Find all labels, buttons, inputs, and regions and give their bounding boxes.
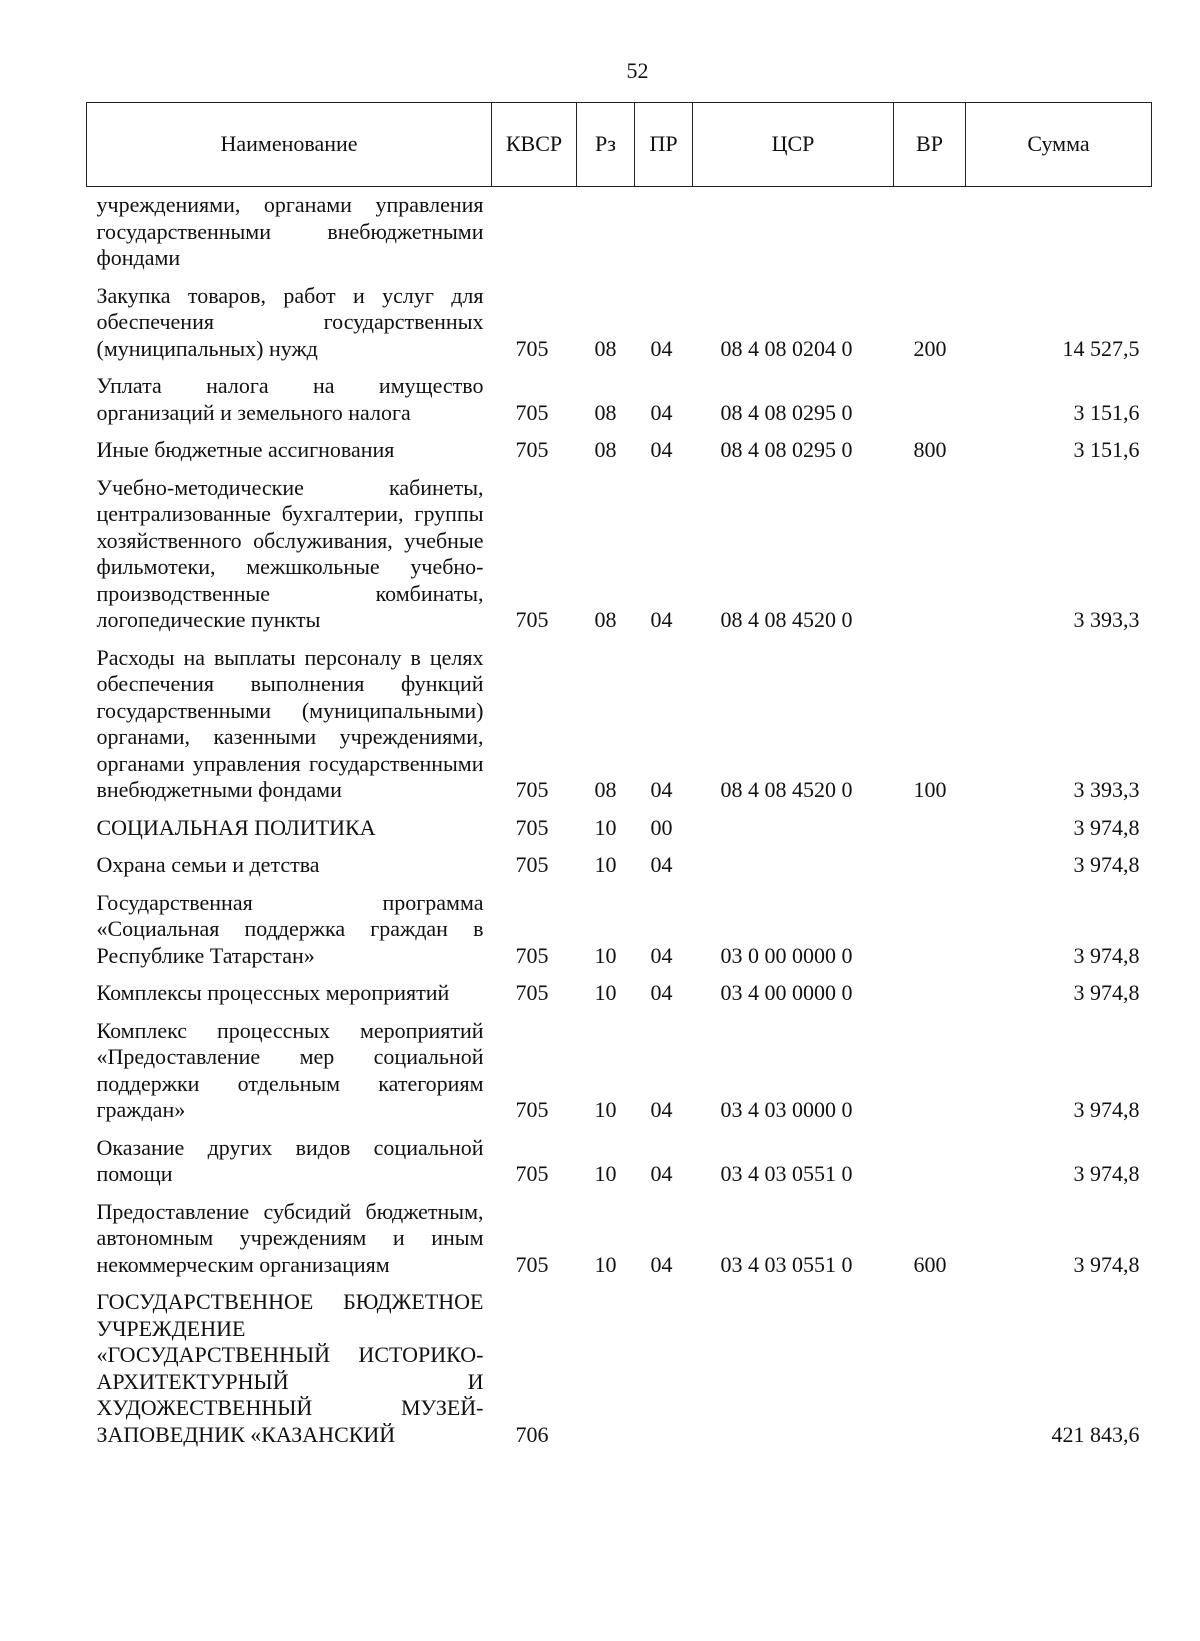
table-row — [87, 1284, 1152, 1454]
cell-pr: 04 — [650, 777, 673, 802]
cell-pr: 04 — [650, 1251, 673, 1277]
cell-vr — [894, 847, 966, 885]
cell-sum: 421 843,6 — [1051, 1421, 1140, 1447]
cell-name: ГОСУДАРСТВЕННОЕ БЮДЖЕТНОЕ УЧРЕЖДЕНИЕ «ГОСУДАРСТВЕННЫЙ ИСТОРИКО-АРХИТЕКТУРНЫЙ И ХУДОЖЕСТВЕННЫЙ МУЗЕЙ-ЗАПОВЕДНИК «КАЗАНСКИЙ — [96, 1289, 484, 1447]
cell-sum: 3 974,8 — [1073, 852, 1140, 877]
cell-csr — [693, 1284, 894, 1454]
cell-vr — [894, 187, 966, 278]
cell-rz: 08 — [594, 777, 617, 802]
table-header — [87, 103, 1152, 187]
cell-kvsr: 705 — [515, 335, 549, 361]
cell-csr: 08 4 08 0204 0 — [720, 335, 853, 361]
cell-rz: 08 — [594, 335, 617, 361]
cell-kvsr: 705 — [515, 777, 549, 802]
page-number: 52 — [626, 58, 649, 83]
cell-csr: 08 4 08 0295 0 — [720, 399, 853, 425]
header-pr: ПР — [635, 103, 693, 187]
cell-sum: 3 974,8 — [1073, 814, 1140, 840]
cell-rz: 10 — [594, 814, 617, 840]
cell-rz: 08 — [594, 437, 617, 462]
cell-name: Предоставление субсидий бюджетным, автономным учреждениям и иным некоммерческим организациям — [96, 1198, 484, 1277]
cell-kvsr: 705 — [515, 1097, 549, 1122]
cell-sum: 3 974,8 — [1073, 1161, 1140, 1186]
table-row — [87, 847, 1152, 885]
cell-sum: 3 151,6 — [1073, 437, 1140, 462]
cell-rz: 10 — [594, 852, 617, 877]
cell-sum: 3 974,8 — [1073, 1251, 1140, 1277]
cell-pr: 04 — [650, 980, 673, 1005]
cell-sum: 3 974,8 — [1073, 980, 1140, 1005]
cell-csr — [693, 847, 894, 885]
cell-vr — [894, 1284, 966, 1454]
budget-table — [86, 102, 1152, 1454]
cell-kvsr: 705 — [515, 852, 549, 877]
cell-vr — [894, 885, 966, 976]
cell-csr: 08 4 08 4520 0 — [720, 777, 853, 802]
cell-csr: 03 4 03 0000 0 — [720, 1097, 853, 1122]
table-row — [87, 885, 1152, 976]
cell-csr: 08 4 08 0295 0 — [720, 437, 853, 462]
cell-sum: 3 974,8 — [1073, 942, 1140, 968]
cell-rz: 10 — [594, 1161, 617, 1186]
cell-pr: 04 — [650, 607, 673, 632]
table-row — [87, 187, 1152, 278]
cell-name: СОЦИАЛЬНАЯ ПОЛИТИКА — [96, 814, 376, 840]
cell-vr — [894, 1013, 966, 1130]
cell-sum: 3 151,6 — [1073, 399, 1140, 425]
table-row — [87, 810, 1152, 848]
cell-name: Учебно-методические кабинеты, централизованные бухгалтерии, группы хозяйственного обслуживания, учебные фильмотеки, межшкольные учебно-производственные комбинаты, логопедические пункты — [96, 474, 484, 632]
table-row — [87, 640, 1152, 810]
cell-csr: 03 4 03 0551 0 — [720, 1251, 853, 1277]
cell-pr: 04 — [650, 1097, 673, 1122]
header-kvsr: КВСР — [492, 103, 577, 187]
cell-name: Оказание других видов социальной помощи — [96, 1134, 484, 1186]
table-row — [87, 470, 1152, 640]
table-row — [87, 975, 1152, 1013]
cell-name: Закупка товаров, работ и услуг для обеспечения государственных (муниципальных) нужд — [96, 282, 484, 361]
cell-csr: 03 4 03 0551 0 — [720, 1161, 853, 1186]
cell-rz — [577, 1284, 635, 1454]
cell-vr: 100 — [913, 777, 947, 802]
cell-csr: 08 4 08 4520 0 — [720, 607, 853, 632]
cell-pr: 04 — [650, 1161, 673, 1186]
cell-pr — [635, 1284, 693, 1454]
cell-kvsr — [492, 187, 577, 278]
cell-rz: 10 — [594, 1251, 617, 1277]
cell-kvsr: 705 — [515, 814, 549, 840]
cell-vr — [894, 470, 966, 640]
cell-name: Охрана семьи и детства — [96, 852, 320, 877]
cell-pr: 04 — [650, 335, 673, 361]
header-sum: Сумма — [966, 103, 1152, 187]
cell-vr — [894, 975, 966, 1013]
cell-rz: 10 — [594, 980, 617, 1005]
cell-csr — [693, 187, 894, 278]
cell-sum: 3 393,3 — [1073, 777, 1140, 802]
cell-rz: 10 — [594, 942, 617, 968]
cell-pr: 04 — [650, 852, 673, 877]
cell-sum: 14 527,5 — [1062, 335, 1140, 361]
cell-csr — [693, 810, 894, 848]
table-row — [87, 1013, 1152, 1130]
cell-vr: 600 — [913, 1251, 947, 1277]
cell-csr: 03 0 00 0000 0 — [720, 942, 853, 968]
cell-name: Государственная программа «Социальная поддержка граждан в Республике Татарстан» — [96, 889, 484, 968]
cell-kvsr: 705 — [515, 607, 549, 632]
table-row — [87, 368, 1152, 432]
cell-sum: 3 393,3 — [1073, 607, 1140, 632]
table-row — [87, 432, 1152, 470]
cell-sum — [966, 187, 1152, 278]
cell-pr: 00 — [650, 814, 673, 840]
cell-kvsr: 705 — [515, 942, 549, 968]
cell-kvsr: 705 — [515, 980, 549, 1005]
cell-name: Комплексы процессных мероприятий — [96, 980, 450, 1005]
cell-vr: 800 — [913, 437, 947, 462]
cell-sum: 3 974,8 — [1073, 1097, 1140, 1122]
table-row — [87, 1194, 1152, 1285]
header-csr: ЦСР — [693, 103, 894, 187]
cell-kvsr: 705 — [515, 399, 549, 425]
cell-vr — [894, 1130, 966, 1194]
cell-name: Уплата налога на имущество организаций и земельного налога — [96, 373, 484, 425]
cell-rz: 10 — [594, 1097, 617, 1122]
cell-kvsr: 705 — [515, 437, 549, 462]
cell-rz — [577, 187, 635, 278]
cell-vr — [894, 368, 966, 432]
header-rz: Рз — [577, 103, 635, 187]
header-vr: ВР — [894, 103, 966, 187]
header-name: Наименование — [87, 103, 492, 187]
cell-name: Комплекс процессных мероприятий «Предоставление мер социальной поддержки отдельным категориям граждан» — [96, 1017, 484, 1122]
table-row — [87, 1130, 1152, 1194]
cell-kvsr: 705 — [515, 1251, 549, 1277]
cell-name: Иные бюджетные ассигнования — [96, 437, 395, 462]
cell-name: учреждениями, органами управления государственными внебюджетными фондами — [96, 192, 484, 270]
cell-pr: 04 — [650, 399, 673, 425]
cell-pr: 04 — [650, 437, 673, 462]
cell-kvsr: 705 — [515, 1161, 549, 1186]
cell-vr: 200 — [913, 335, 947, 361]
table-row — [87, 278, 1152, 369]
cell-vr — [894, 810, 966, 848]
cell-csr: 03 4 00 0000 0 — [720, 980, 853, 1005]
cell-pr — [635, 187, 693, 278]
cell-rz: 08 — [594, 607, 617, 632]
cell-kvsr: 706 — [515, 1421, 549, 1447]
table-body — [87, 187, 1152, 1455]
cell-name: Расходы на выплаты персоналу в целях обеспечения выполнения функций государственными (муниципальными) органами, казенными учреждениями, органами управления государственными внебюджетными фондами — [96, 644, 484, 802]
cell-pr: 04 — [650, 942, 673, 968]
cell-rz: 08 — [594, 399, 617, 425]
